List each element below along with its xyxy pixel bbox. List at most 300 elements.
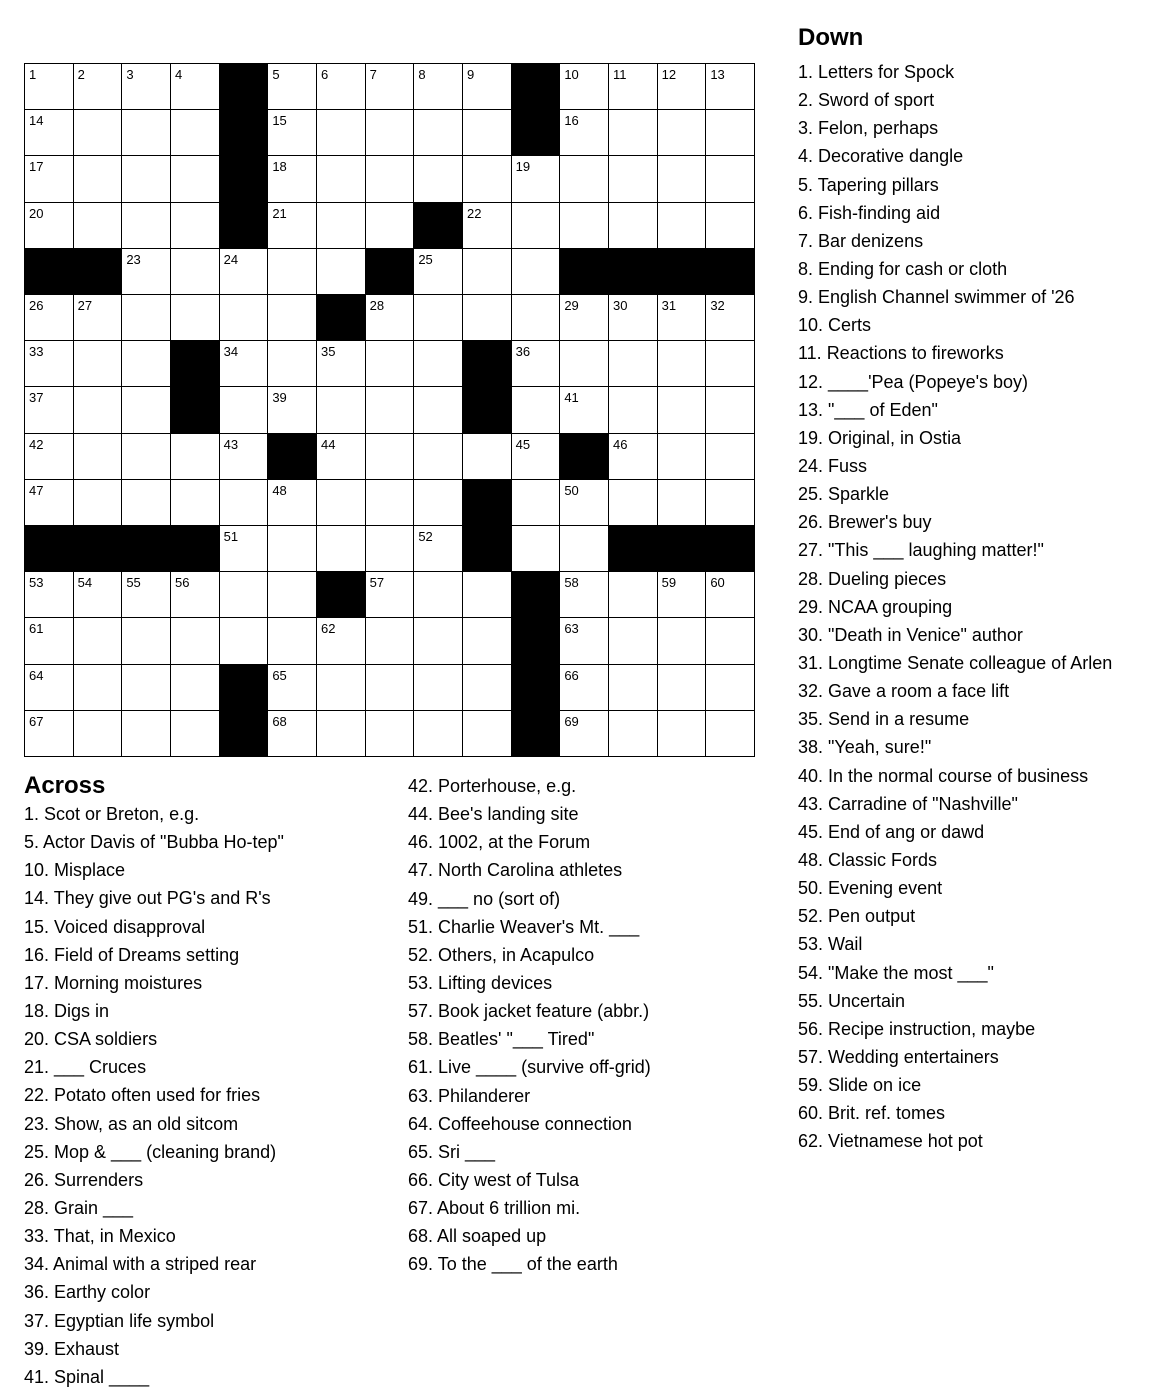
clue-item[interactable]: 28. Dueling pieces	[798, 568, 947, 589]
clue-item[interactable]: 47. North Carolina athletes	[408, 860, 623, 881]
grid-cell[interactable]	[366, 295, 415, 341]
grid-cell[interactable]	[122, 572, 171, 618]
clue-item[interactable]: 10. Certs	[798, 315, 872, 336]
grid-cell[interactable]	[414, 526, 463, 572]
clue-item[interactable]: 24. Fuss	[798, 455, 868, 476]
clue-item[interactable]: 40. In the normal course of business	[798, 765, 1089, 786]
grid-cell[interactable]	[171, 110, 220, 156]
black-square	[25, 526, 74, 572]
grid-cell[interactable]	[74, 341, 123, 387]
grid-cell[interactable]	[122, 203, 171, 249]
grid-cell[interactable]	[463, 572, 512, 618]
grid-cell[interactable]	[171, 665, 220, 711]
grid-cell[interactable]	[512, 526, 561, 572]
grid-cell[interactable]	[706, 572, 755, 618]
clue-item[interactable]: 53. Lifting devices	[408, 972, 553, 993]
clue-item[interactable]: 1. Scot or Breton, e.g.	[24, 804, 200, 824]
grid-cell[interactable]	[122, 156, 171, 202]
grid-cell[interactable]	[268, 341, 317, 387]
grid-cell[interactable]	[658, 434, 707, 480]
grid-cell[interactable]	[268, 480, 317, 526]
grid-cell[interactable]	[658, 480, 707, 526]
grid-cell[interactable]	[74, 110, 123, 156]
grid-cell[interactable]	[122, 110, 171, 156]
grid-cell[interactable]	[122, 618, 171, 664]
grid-cell[interactable]	[25, 618, 74, 664]
grid-cell[interactable]	[512, 156, 561, 202]
grid-cell[interactable]	[74, 203, 123, 249]
grid-cell[interactable]	[25, 711, 74, 757]
grid-cell[interactable]	[366, 203, 415, 249]
grid-cell[interactable]	[706, 295, 755, 341]
grid-cell[interactable]	[414, 295, 463, 341]
grid-cell[interactable]	[366, 711, 415, 757]
grid-cell[interactable]	[220, 480, 269, 526]
cell-number: 15	[272, 113, 287, 129]
clue-item[interactable]: 51. Charlie Weaver's Mt. ___	[408, 916, 640, 937]
grid-cell[interactable]	[122, 480, 171, 526]
cell-number: 3	[126, 67, 134, 82]
clue-item[interactable]: 42. Porterhouse, e.g.	[408, 776, 577, 796]
grid-cell[interactable]	[317, 711, 366, 757]
grid-cell[interactable]	[609, 203, 658, 249]
clue-item[interactable]: 16. Field of Dreams setting	[24, 944, 240, 965]
grid-cell[interactable]	[220, 618, 269, 664]
clue-item[interactable]: 38. "Yeah, sure!"	[798, 737, 932, 758]
grid-cell[interactable]	[25, 665, 74, 711]
clue-item[interactable]: 26. Surrenders	[24, 1169, 144, 1190]
clue-item[interactable]: 7. Bar denizens	[798, 230, 924, 251]
clue-item[interactable]: 11. Reactions to fireworks	[798, 343, 1004, 364]
grid-cell[interactable]	[463, 110, 512, 156]
grid-cell[interactable]	[560, 572, 609, 618]
clue-item[interactable]: 60. Brit. ref. tomes	[798, 1103, 946, 1124]
grid-cell[interactable]	[74, 295, 123, 341]
cell-number: 62	[321, 621, 336, 637]
grid-cell[interactable]	[25, 480, 74, 526]
grid-cell[interactable]	[512, 295, 561, 341]
grid-cell[interactable]	[317, 526, 366, 572]
clue-item[interactable]: 22. Potato often used for fries	[24, 1085, 261, 1106]
grid-cell[interactable]	[317, 110, 366, 156]
grid-cell[interactable]	[366, 156, 415, 202]
grid-cell[interactable]	[366, 572, 415, 618]
grid-cell[interactable]	[220, 387, 269, 433]
clue-item[interactable]: 65. Sri ___	[408, 1141, 496, 1162]
cell-number: 60	[710, 575, 725, 591]
clue-item[interactable]: 50. Evening event	[798, 878, 943, 899]
grid-cell[interactable]	[560, 618, 609, 664]
clue-item[interactable]: 61. Live ____ (survive off-grid)	[408, 1057, 651, 1078]
grid-cell[interactable]	[658, 387, 707, 433]
grid-cell[interactable]	[609, 711, 658, 757]
grid-cell[interactable]	[560, 341, 609, 387]
clue-item[interactable]: 48. Classic Fords	[798, 849, 938, 870]
grid-cell[interactable]	[25, 156, 74, 202]
grid-cell[interactable]	[414, 249, 463, 295]
clue-item[interactable]: 33. That, in Mexico	[24, 1226, 176, 1247]
grid-cell[interactable]	[414, 665, 463, 711]
grid-cell[interactable]	[268, 110, 317, 156]
grid-cell[interactable]	[609, 434, 658, 480]
grid-cell[interactable]	[366, 341, 415, 387]
clue-item[interactable]: 41. Spinal ____	[24, 1366, 150, 1387]
grid-cell[interactable]	[366, 618, 415, 664]
grid-cell[interactable]	[560, 480, 609, 526]
clue-item[interactable]: 12. ____'Pea (Popeye's boy)	[798, 371, 1029, 392]
cell-number: 16	[564, 113, 579, 129]
grid-cell[interactable]	[25, 295, 74, 341]
black-square	[220, 110, 269, 156]
grid-cell[interactable]	[74, 711, 123, 757]
grid-cell[interactable]	[268, 387, 317, 433]
grid-cell[interactable]	[220, 341, 269, 387]
clue-item[interactable]: 57. Book jacket feature (abbr.)	[408, 1001, 650, 1022]
grid-cell[interactable]	[268, 203, 317, 249]
grid-cell[interactable]	[171, 249, 220, 295]
cell-number: 32	[710, 298, 725, 313]
clue-item[interactable]: 13. "___ of Eden"	[798, 399, 938, 420]
clue-item[interactable]: 27. "This ___ laughing matter!"	[798, 540, 1044, 561]
grid-cell[interactable]	[122, 711, 171, 757]
clue-item[interactable]: 26. Brewer's buy	[798, 512, 932, 533]
grid-cell[interactable]	[463, 665, 512, 711]
grid-cell[interactable]	[512, 203, 561, 249]
grid-cell[interactable]	[366, 526, 415, 572]
grid-cell[interactable]	[317, 156, 366, 202]
grid-cell[interactable]	[463, 249, 512, 295]
grid-cell[interactable]	[171, 156, 220, 202]
clue-item[interactable]: 28. Grain ___	[24, 1197, 134, 1218]
grid-cell[interactable]	[317, 665, 366, 711]
grid-cell[interactable]	[560, 64, 609, 110]
grid-cell[interactable]	[512, 387, 561, 433]
grid-cell[interactable]	[414, 480, 463, 526]
clue-item[interactable]: 14. They give out PG's and R's	[24, 888, 271, 909]
clue-item[interactable]: 39. Exhaust	[24, 1338, 120, 1359]
grid-cell[interactable]	[463, 203, 512, 249]
cell-number: 36	[515, 344, 531, 360]
grid-cell[interactable]	[268, 665, 317, 711]
grid-cell[interactable]	[512, 341, 561, 387]
across-clue-list-col1	[24, 800, 284, 1391]
black-square	[220, 203, 269, 249]
grid-cell[interactable]	[706, 665, 755, 711]
clue-item[interactable]: 5. Actor Davis of "Bubba Ho-tep"	[24, 832, 284, 853]
cell-number: 9	[467, 67, 475, 82]
grid-cell[interactable]	[560, 110, 609, 156]
grid-cell[interactable]	[220, 572, 269, 618]
clue-item[interactable]: 5. Tapering pillars	[798, 174, 939, 195]
grid-cell[interactable]	[171, 203, 220, 249]
clue-item[interactable]: 57. Wedding entertainers	[798, 1046, 999, 1067]
clue-item[interactable]: 55. Uncertain	[798, 990, 906, 1011]
grid-cell[interactable]	[609, 156, 658, 202]
cell-number: 23	[126, 251, 141, 267]
grid-cell[interactable]	[25, 110, 74, 156]
grid-cell[interactable]	[268, 618, 317, 664]
grid-cell[interactable]	[706, 480, 755, 526]
grid-cell[interactable]	[414, 618, 463, 664]
clue-item[interactable]: 54. "Make the most ___"	[798, 962, 994, 983]
grid-cell[interactable]	[658, 572, 707, 618]
clue-item[interactable]: 31. Longtime Senate colleague of Arlen	[798, 652, 1113, 673]
grid-cell[interactable]	[609, 387, 658, 433]
clue-item[interactable]: 32. Gave a room a face lift	[798, 681, 1010, 702]
grid-cell[interactable]	[171, 434, 220, 480]
grid-cell[interactable]	[171, 64, 220, 110]
grid-cell[interactable]	[414, 711, 463, 757]
clue-item[interactable]: 68. All soaped up	[408, 1226, 547, 1247]
grid-cell[interactable]	[122, 64, 171, 110]
clue-item[interactable]: 34. Animal with a striped rear	[24, 1254, 257, 1275]
grid-cell[interactable]	[414, 64, 463, 110]
black-square	[171, 387, 220, 433]
grid-cell[interactable]	[706, 203, 755, 249]
grid-cell[interactable]	[658, 711, 707, 757]
grid-cell[interactable]	[609, 341, 658, 387]
grid-cell[interactable]	[463, 295, 512, 341]
grid-cell[interactable]	[74, 665, 123, 711]
grid-cell[interactable]	[171, 480, 220, 526]
grid-cell[interactable]	[220, 526, 269, 572]
grid-cell[interactable]	[706, 711, 755, 757]
clue-item[interactable]: 3. Felon, perhaps	[798, 118, 939, 139]
clue-item[interactable]: 19. Original, in Ostia	[798, 427, 962, 448]
grid-cell[interactable]	[268, 711, 317, 757]
grid-cell[interactable]	[512, 434, 561, 480]
clue-item[interactable]: 15. Voiced disapproval	[24, 916, 206, 937]
clue-item[interactable]: 59. Slide on ice	[798, 1075, 922, 1096]
grid-cell[interactable]	[560, 665, 609, 711]
grid-cell[interactable]	[463, 64, 512, 110]
grid-cell[interactable]	[658, 110, 707, 156]
grid-cell[interactable]	[463, 711, 512, 757]
grid-cell[interactable]	[220, 249, 269, 295]
grid-cell[interactable]	[414, 341, 463, 387]
clue-item[interactable]: 46. 1002, at the Forum	[408, 832, 591, 853]
grid-cell[interactable]	[414, 572, 463, 618]
grid-cell[interactable]	[658, 665, 707, 711]
grid-cell[interactable]	[25, 203, 74, 249]
grid-cell[interactable]	[74, 434, 123, 480]
clue-item[interactable]: 36. Earthy color	[24, 1282, 151, 1303]
grid-cell[interactable]	[366, 480, 415, 526]
grid-cell[interactable]	[171, 618, 220, 664]
grid-cell[interactable]	[317, 203, 366, 249]
grid-cell[interactable]	[74, 387, 123, 433]
clue-item[interactable]: 20. CSA soldiers	[24, 1029, 158, 1050]
clue-item[interactable]: 35. Send in a resume	[798, 709, 970, 730]
cell-number: 4	[175, 67, 183, 82]
grid-cell[interactable]	[317, 434, 366, 480]
grid-cell[interactable]	[122, 387, 171, 433]
grid-cell[interactable]	[122, 249, 171, 295]
black-square	[220, 64, 269, 110]
grid-cell[interactable]	[74, 572, 123, 618]
cell-number: 21	[272, 205, 287, 221]
down-heading: Down	[798, 24, 864, 51]
grid-cell[interactable]	[609, 110, 658, 156]
grid-cell[interactable]	[171, 572, 220, 618]
grid-cell[interactable]	[25, 387, 74, 433]
grid-cell[interactable]	[74, 64, 123, 110]
black-square	[463, 480, 512, 526]
grid-cell[interactable]	[366, 64, 415, 110]
clue-item[interactable]: 10. Misplace	[24, 860, 126, 881]
grid-cell[interactable]	[414, 110, 463, 156]
grid-cell[interactable]	[317, 387, 366, 433]
grid-cell[interactable]	[268, 572, 317, 618]
grid-cell[interactable]	[122, 295, 171, 341]
grid-cell[interactable]	[512, 480, 561, 526]
grid-cell[interactable]	[317, 64, 366, 110]
clue-item[interactable]: 58. Beatles' "___ Tired"	[408, 1029, 595, 1050]
grid-cell[interactable]	[122, 665, 171, 711]
grid-cell[interactable]	[658, 203, 707, 249]
clue-item[interactable]: 23. Show, as an old sitcom	[24, 1113, 239, 1134]
grid-cell[interactable]	[463, 618, 512, 664]
black-square	[512, 711, 561, 757]
grid-cell[interactable]	[25, 341, 74, 387]
clue-item[interactable]: 56. Recipe instruction, maybe	[798, 1018, 1036, 1039]
grid-cell[interactable]	[560, 156, 609, 202]
grid-cell[interactable]	[122, 434, 171, 480]
clue-item[interactable]: 52. Pen output	[798, 906, 916, 927]
grid-cell[interactable]	[658, 618, 707, 664]
grid-cell[interactable]	[25, 434, 74, 480]
clue-item[interactable]: 29. NCAA grouping	[798, 596, 953, 617]
clue-item[interactable]: 63. Philanderer	[408, 1085, 531, 1106]
grid-cell[interactable]	[366, 110, 415, 156]
clue-item[interactable]: 4. Decorative dangle	[798, 146, 964, 167]
black-square	[512, 618, 561, 664]
clue-item[interactable]: 9. English Channel swimmer of '26	[798, 287, 1075, 308]
cell-number: 29	[564, 298, 579, 313]
grid-cell[interactable]	[609, 64, 658, 110]
grid-cell[interactable]	[658, 341, 707, 387]
grid-cell[interactable]	[560, 203, 609, 249]
clue-item[interactable]: 2. Sword of sport	[798, 90, 935, 111]
black-square	[220, 665, 269, 711]
grid-cell[interactable]	[658, 64, 707, 110]
grid-cell[interactable]	[609, 295, 658, 341]
grid-cell[interactable]	[171, 711, 220, 757]
cell-number: 34	[223, 344, 239, 360]
cell-number: 1	[29, 67, 37, 82]
grid-cell[interactable]	[366, 434, 415, 480]
grid-cell[interactable]	[609, 480, 658, 526]
clue-item[interactable]: 69. To the ___ of the earth	[408, 1254, 618, 1275]
cell-number: 63	[564, 621, 579, 637]
grid-cell[interactable]	[220, 295, 269, 341]
grid-cell[interactable]	[317, 618, 366, 664]
clue-item[interactable]: 30. "Death in Venice" author	[798, 624, 1023, 645]
cell-number: 53	[29, 575, 44, 591]
grid-cell[interactable]	[560, 387, 609, 433]
grid-cell[interactable]	[317, 249, 366, 295]
clue-item[interactable]: 45. End of ang or dawd	[798, 821, 985, 842]
cell-number: 18	[272, 159, 287, 175]
grid-cell[interactable]	[366, 387, 415, 433]
grid-cell[interactable]	[122, 341, 171, 387]
grid-cell[interactable]	[706, 618, 755, 664]
grid-cell[interactable]	[706, 156, 755, 202]
grid-cell[interactable]	[706, 434, 755, 480]
grid-cell[interactable]	[414, 156, 463, 202]
clue-item[interactable]: 8. Ending for cash or cloth	[798, 258, 1008, 279]
grid-cell[interactable]	[414, 387, 463, 433]
clue-item[interactable]: 21. ___ Cruces	[24, 1057, 147, 1078]
grid-cell[interactable]	[268, 249, 317, 295]
black-square	[317, 295, 366, 341]
grid-cell[interactable]	[706, 64, 755, 110]
grid-cell[interactable]	[706, 110, 755, 156]
clue-item[interactable]: 62. Vietnamese hot pot	[798, 1131, 983, 1152]
clue-item[interactable]: 6. Fish-finding aid	[798, 202, 941, 223]
clue-item[interactable]: 1. Letters for Spock	[798, 62, 955, 82]
grid-cell[interactable]	[317, 480, 366, 526]
clue-item[interactable]: 37. Egyptian life symbol	[24, 1310, 215, 1331]
grid-cell[interactable]	[560, 295, 609, 341]
clue-item[interactable]: 64. Coffeehouse connection	[408, 1113, 632, 1134]
clue-item[interactable]: 17. Morning moistures	[24, 972, 203, 993]
grid-cell[interactable]	[74, 480, 123, 526]
grid-cell[interactable]	[706, 387, 755, 433]
cell-number: 50	[564, 482, 579, 498]
grid-cell[interactable]	[74, 618, 123, 664]
grid-cell[interactable]	[220, 434, 269, 480]
clue-item[interactable]: 67. About 6 trillion mi.	[408, 1198, 581, 1219]
grid-cell[interactable]	[25, 64, 74, 110]
grid-cell[interactable]	[74, 156, 123, 202]
clue-item[interactable]: 66. City west of Tulsa	[408, 1169, 580, 1190]
grid-cell[interactable]	[706, 341, 755, 387]
clue-item[interactable]: 25. Sparkle	[798, 484, 890, 505]
grid-cell[interactable]	[268, 295, 317, 341]
grid-cell[interactable]	[560, 526, 609, 572]
clue-item[interactable]: 49. ___ no (sort of)	[408, 888, 561, 909]
grid-cell[interactable]	[171, 295, 220, 341]
grid-cell[interactable]	[609, 618, 658, 664]
grid-cell[interactable]	[268, 526, 317, 572]
grid-cell[interactable]	[463, 434, 512, 480]
clue-item[interactable]: 18. Digs in	[24, 1000, 110, 1021]
clue-item[interactable]: 43. Carradine of "Nashville"	[798, 793, 1018, 814]
grid-cell[interactable]	[658, 156, 707, 202]
grid-cell[interactable]	[268, 156, 317, 202]
clue-item[interactable]: 52. Others, in Acapulco	[408, 944, 595, 965]
clue-item[interactable]: 44. Bee's landing site	[408, 804, 579, 825]
clue-item[interactable]: 25. Mop & ___ (cleaning brand)	[24, 1141, 277, 1162]
grid-cell[interactable]	[560, 711, 609, 757]
cell-number: 8	[418, 67, 426, 82]
cell-number: 46	[613, 436, 628, 452]
grid-cell[interactable]	[609, 572, 658, 618]
grid-cell[interactable]	[414, 434, 463, 480]
black-square	[171, 341, 220, 387]
grid-cell[interactable]	[463, 156, 512, 202]
grid-cell[interactable]	[268, 64, 317, 110]
black-square	[560, 249, 609, 295]
grid-cell[interactable]	[317, 341, 366, 387]
clue-item[interactable]: 53. Wail	[798, 934, 863, 955]
grid-cell[interactable]	[366, 665, 415, 711]
grid-cell[interactable]	[658, 295, 707, 341]
grid-cell[interactable]	[25, 572, 74, 618]
grid-cell[interactable]	[512, 249, 561, 295]
grid-cell[interactable]	[609, 665, 658, 711]
